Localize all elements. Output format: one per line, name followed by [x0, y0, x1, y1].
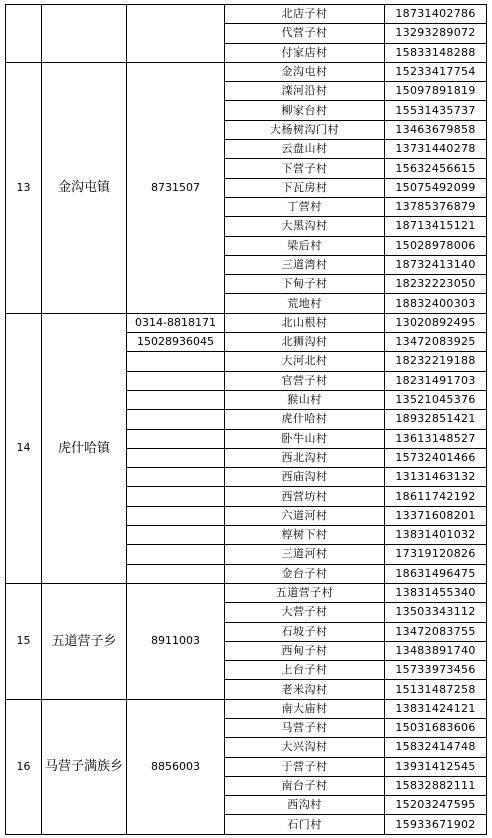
village-phone: 13463679858	[385, 120, 487, 139]
village-phone: 15075492099	[385, 178, 487, 197]
town-phone	[127, 526, 225, 545]
village-phone: 13831424121	[385, 699, 487, 718]
village-phone: 13371608201	[385, 506, 487, 525]
village-phone: 13731440278	[385, 140, 487, 159]
village-name: 代营子村	[225, 24, 385, 43]
village-name: 于营子村	[225, 757, 385, 776]
village-name: 南台子村	[225, 776, 385, 795]
town-phone	[127, 410, 225, 429]
village-name: 三道湾村	[225, 255, 385, 274]
town-phone	[127, 352, 225, 371]
village-name: 大营子村	[225, 603, 385, 622]
village-name: 大黑沟村	[225, 217, 385, 236]
table-row	[6, 699, 487, 718]
village-name: 西北沟村	[225, 448, 385, 467]
village-phone: 15031683606	[385, 718, 487, 737]
table-row	[6, 5, 487, 24]
village-name: 五道营子村	[225, 583, 385, 602]
village-name: 西庙沟村	[225, 468, 385, 487]
village-name: 北山根村	[225, 313, 385, 332]
village-name: 滦河沿村	[225, 82, 385, 101]
village-phone: 15632456615	[385, 159, 487, 178]
village-name: 石坡子村	[225, 622, 385, 641]
village-name: 柳家台村	[225, 101, 385, 120]
village-phone: 18232223050	[385, 275, 487, 294]
village-phone: 13472083925	[385, 333, 487, 352]
village-phone: 13472083755	[385, 622, 487, 641]
village-name: 老米沟村	[225, 680, 385, 699]
village-phone: 13503343112	[385, 603, 487, 622]
village-phone: 15732401466	[385, 448, 487, 467]
village-name: 大杨树沟门村	[225, 120, 385, 139]
town-phone	[127, 390, 225, 409]
village-phone: 15531435737	[385, 101, 487, 120]
town-phone: 15028936045	[127, 333, 225, 352]
village-phone: 15028978006	[385, 236, 487, 255]
village-phone: 18832400303	[385, 294, 487, 313]
village-phone: 15933671902	[385, 815, 487, 834]
town-name: 马营子满族乡	[42, 699, 127, 834]
village-name: 大兴沟村	[225, 738, 385, 757]
village-phone: 17319120826	[385, 545, 487, 564]
village-phone: 13131463132	[385, 468, 487, 487]
village-phone: 18631496475	[385, 564, 487, 583]
village-name: 西甸子村	[225, 641, 385, 660]
village-name: 金台子村	[225, 564, 385, 583]
village-phone: 15832414748	[385, 738, 487, 757]
village-name: 上台子村	[225, 661, 385, 680]
town-phone	[127, 5, 225, 63]
town-phone: 8911003	[127, 583, 225, 699]
village-phone: 13931412545	[385, 757, 487, 776]
contact-table	[5, 4, 487, 835]
village-name: 三道河村	[225, 545, 385, 564]
group-number: 13	[6, 62, 42, 313]
village-name: 下营子村	[225, 159, 385, 178]
village-name: 云盘山村	[225, 140, 385, 159]
village-name: 马营子村	[225, 718, 385, 737]
village-name: 金沟屯村	[225, 62, 385, 81]
town-phone	[127, 448, 225, 467]
village-name: 荒地村	[225, 294, 385, 313]
town-phone: 8856003	[127, 699, 225, 834]
village-name: 付家店村	[225, 43, 385, 62]
group-number: 14	[6, 313, 42, 583]
town-phone	[127, 487, 225, 506]
village-name: 猴山村	[225, 390, 385, 409]
village-name: 西营坊村	[225, 487, 385, 506]
group-number	[6, 5, 42, 63]
village-name: 下甸子村	[225, 275, 385, 294]
village-name: 北店子村	[225, 5, 385, 24]
village-phone: 15833148288	[385, 43, 487, 62]
contact-table-body	[6, 5, 487, 835]
village-phone: 13521045376	[385, 390, 487, 409]
village-phone: 18611742192	[385, 487, 487, 506]
town-name: 虎什哈镇	[42, 313, 127, 583]
group-number: 16	[6, 699, 42, 834]
town-phone	[127, 506, 225, 525]
village-phone: 15233417754	[385, 62, 487, 81]
village-name: 丁营村	[225, 197, 385, 216]
town-name: 五道营子乡	[42, 583, 127, 699]
village-name: 石门村	[225, 815, 385, 834]
village-phone: 18731402786	[385, 5, 487, 24]
town-phone: 8731507	[127, 62, 225, 313]
village-phone: 18732413140	[385, 255, 487, 274]
village-phone: 18232219188	[385, 352, 487, 371]
table-row	[6, 313, 487, 332]
village-phone: 15131487258	[385, 680, 487, 699]
table-row	[6, 62, 487, 81]
town-name	[42, 5, 127, 63]
village-phone: 15733973456	[385, 661, 487, 680]
village-phone: 18231491703	[385, 371, 487, 390]
group-number: 15	[6, 583, 42, 699]
village-name: 南大庙村	[225, 699, 385, 718]
village-name: 西沟村	[225, 796, 385, 815]
village-phone: 13293289072	[385, 24, 487, 43]
village-name: 北狮沟村	[225, 333, 385, 352]
village-phone: 18932851421	[385, 410, 487, 429]
town-name: 金沟屯镇	[42, 62, 127, 313]
village-name: 虎什哈村	[225, 410, 385, 429]
village-phone: 13831455340	[385, 583, 487, 602]
village-name: 六道河村	[225, 506, 385, 525]
village-phone: 18713415121	[385, 217, 487, 236]
village-name: 官营子村	[225, 371, 385, 390]
town-phone	[127, 429, 225, 448]
table-row	[6, 583, 487, 602]
town-phone	[127, 545, 225, 564]
village-phone: 15097891819	[385, 82, 487, 101]
village-phone: 15832882111	[385, 776, 487, 795]
village-name: 大河北村	[225, 352, 385, 371]
village-phone: 15203247595	[385, 796, 487, 815]
village-name: 梁后村	[225, 236, 385, 255]
village-phone: 13020892495	[385, 313, 487, 332]
village-name: 下瓦房村	[225, 178, 385, 197]
town-phone	[127, 468, 225, 487]
village-name: 卧牛山村	[225, 429, 385, 448]
village-name: 椁树下村	[225, 526, 385, 545]
village-phone: 13831401032	[385, 526, 487, 545]
village-phone: 13483891740	[385, 641, 487, 660]
village-phone: 13785376879	[385, 197, 487, 216]
town-phone	[127, 564, 225, 583]
town-phone: 0314-8818171	[127, 313, 225, 332]
village-phone: 13613148527	[385, 429, 487, 448]
town-phone	[127, 371, 225, 390]
